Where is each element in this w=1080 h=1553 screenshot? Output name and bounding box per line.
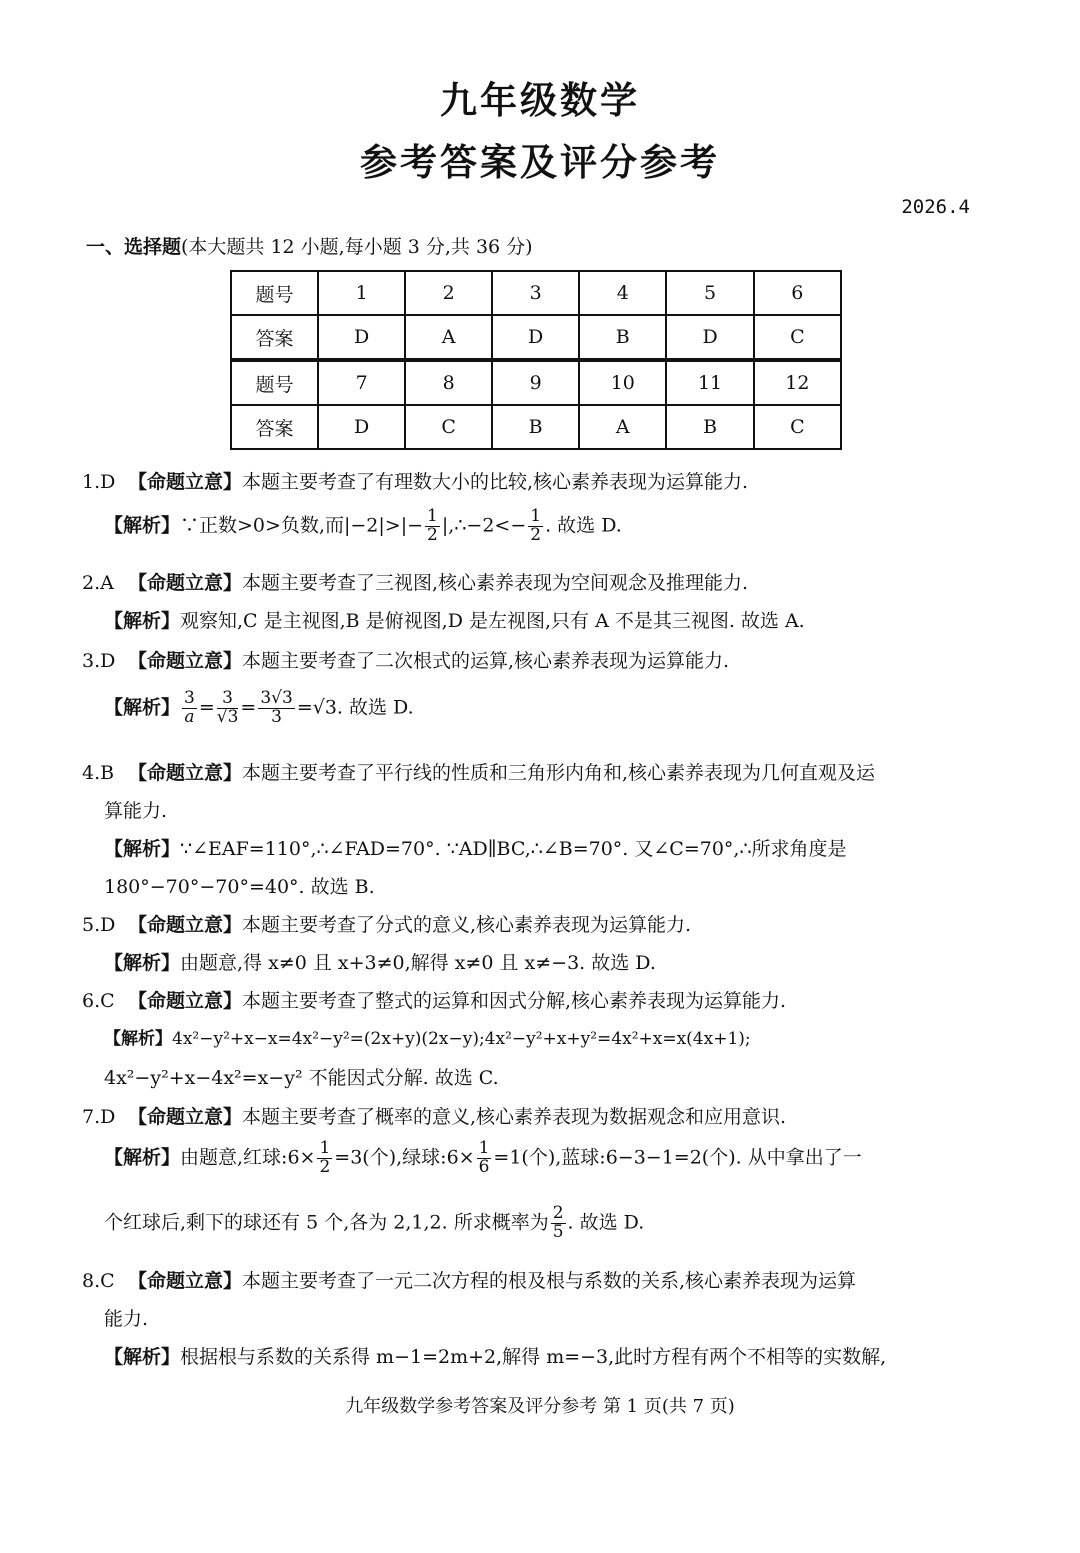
item-6-analysis: 【解析】4x²−y²+x−x=4x²−y²=(2x+y)(2x−y);4x²−y²+x+y²=4x²+x=x(4x+1); [104, 1029, 751, 1049]
table-cell: D [666, 315, 753, 360]
item-4-intent: 4.B 【命题立意】本题主要考查了平行线的性质和三角形内角和,核心素养表现为几何直观及运 [82, 762, 876, 784]
table-row [231, 405, 841, 449]
table-cell: 8 [405, 360, 492, 405]
page-footer: 九年级数学参考答案及评分参考 第 1 页(共 7 页) [345, 1396, 735, 1417]
table-cell: 10 [579, 360, 666, 405]
fraction: $\frac{3}{a}$ [184, 688, 195, 727]
item-4-intent-cont: 算能力. [104, 800, 168, 822]
item-5-analysis: 【解析】由题意,得 x≠0 且 x+3≠0,解得 x≠0 且 x≠−3. 故选 D. [104, 952, 656, 974]
table-cell: 7 [318, 360, 405, 405]
table-cell: A [405, 315, 492, 360]
table-row [231, 271, 841, 315]
fraction: $\frac{1}{2}$ [530, 506, 542, 545]
item-7-analysis-cont: 个红球后,剩下的球还有 5 个,各为 2,1,2. 所求概率为 $\frac{2}{5}$ . 故选 D. [104, 1203, 645, 1242]
row-label-question: 题号 [231, 271, 318, 315]
item-8-intent-cont: 能力. [104, 1308, 149, 1330]
table-cell: 4 [579, 271, 666, 315]
item-5-intent: 5.D 【命题立意】本题主要考查了分式的意义,核心素养表现为运算能力. [82, 914, 692, 936]
table-cell: D [318, 315, 405, 360]
item-7-intent: 7.D 【命题立意】本题主要考查了概率的意义,核心素养表现为数据观念和应用意识. [82, 1106, 787, 1128]
item-4-analysis: 【解析】∵∠EAF=110°,∴∠FAD=70°. ∵AD∥BC,∴∠B=70°. 又∠C=70°,∴所求角度是 [104, 838, 847, 860]
fraction: $\frac{1}{6}$ [478, 1138, 490, 1177]
item-3-analysis: 【解析】 $\frac{3}{a}$ = $\frac{3}{√3}$ = $\frac{3√3}{3}$ =√3. 故选 D. [104, 688, 414, 727]
title-line-2: 参考答案及评分参考 [360, 141, 720, 184]
table-cell: 11 [666, 360, 753, 405]
table-cell: A [579, 405, 666, 449]
table-cell: B [492, 405, 579, 449]
answer-table [230, 270, 842, 450]
table-cell: B [666, 405, 753, 449]
item-3-intent: 3.D 【命题立意】本题主要考查了二次根式的运算,核心素养表现为运算能力. [82, 650, 730, 672]
item-2-intent: 2.A 【命题立意】本题主要考查了三视图,核心素养表现为空间观念及推理能力. [82, 572, 749, 594]
section-heading [86, 232, 533, 259]
fraction: $\frac{1}{2}$ [427, 506, 438, 545]
table-row [231, 360, 841, 405]
table-cell: B [579, 315, 666, 360]
table-cell: D [492, 315, 579, 360]
table-cell: 2 [405, 271, 492, 315]
fraction: $\frac{3}{√3}$ [216, 688, 239, 727]
item-1-intent: 1.D 【命题立意】本题主要考查了有理数大小的比较,核心素养表现为运算能力. [82, 471, 749, 493]
section-note: (本大题共 12 小题,每小题 3 分,共 36 分) [181, 236, 533, 258]
table-cell: C [754, 315, 841, 360]
row-label-answer: 答案 [231, 315, 318, 360]
date-label: 2026.4 [901, 196, 970, 218]
title-line-1: 九年级数学 [440, 79, 640, 122]
section-title: 一、选择题 [86, 236, 182, 258]
item-6-analysis-cont: 4x²−y²+x−4x²=x−y² 不能因式分解. 故选 C. [104, 1067, 499, 1089]
item-6-intent: 6.C 【命题立意】本题主要考查了整式的运算和因式分解,核心素养表现为运算能力. [82, 990, 787, 1012]
table-cell: D [318, 405, 405, 449]
row-label-question: 题号 [231, 360, 318, 405]
table-cell: 6 [754, 271, 841, 315]
row-label-answer: 答案 [231, 405, 318, 449]
item-8-intent: 8.C 【命题立意】本题主要考查了一元二次方程的根及根与系数的关系,核心素养表现为运算 [82, 1270, 857, 1292]
item-2-analysis: 【解析】观察知,C 是主视图,B 是俯视图,D 是左视图,只有 A 不是其三视图. 故选 A. [104, 610, 805, 632]
item-8-analysis: 【解析】根据根与系数的关系得 m−1=2m+2,解得 m=−3,此时方程有两个不相等的实数解, [104, 1346, 887, 1368]
table-cell: 5 [666, 271, 753, 315]
fraction: $\frac{2}{5}$ [552, 1203, 564, 1242]
fraction: $\frac{1}{2}$ [319, 1138, 331, 1177]
fraction: $\frac{3√3}{3}$ [260, 688, 293, 727]
table-cell: C [754, 405, 841, 449]
table-cell: 9 [492, 360, 579, 405]
item-1-analysis: 【解析】∵正数>0>负数,而|−2|>|− $\frac{1}{2}$ |,∴−2<− $\frac{1}{2}$ . 故选 D. [104, 506, 622, 545]
table-cell: C [405, 405, 492, 449]
table-row [231, 315, 841, 360]
table-cell: 3 [492, 271, 579, 315]
item-4-analysis-cont: 180°−70°−70°=40°. 故选 B. [104, 876, 375, 898]
table-cell: 1 [318, 271, 405, 315]
item-7-analysis: 【解析】由题意,红球:6× $\frac{1}{2}$ =3(个),绿球:6× $\frac{1}{6}$ =1(个),蓝球:6−3−1=2(个). 从中拿出了一 [104, 1138, 862, 1177]
table-cell: 12 [754, 360, 841, 405]
